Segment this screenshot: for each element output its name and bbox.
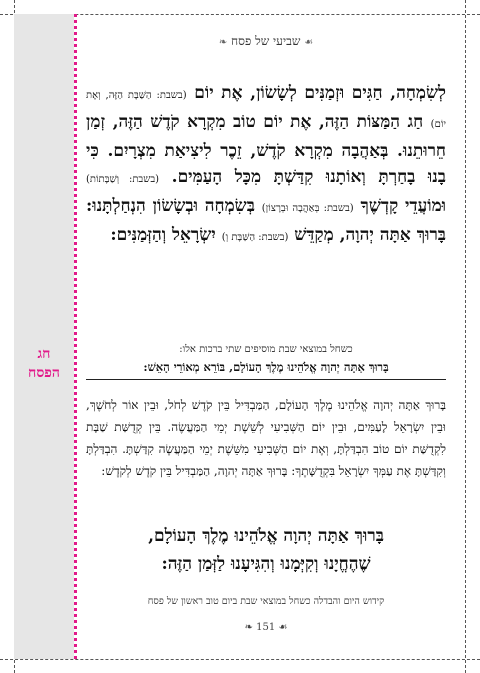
kiddush-text	[86, 80, 446, 251]
kiddush-part-5: יִשְׂרָאֵל וְהַזְּמַנִּים:	[110, 225, 216, 245]
kiddush-part-4: בְּשִׂמְחָה וּבְשָׂשׂוֹן הִנְחַלְתָּנוּ: בָּרוּךְ אַתָּה יְהוָה, מְקַדֵּשׁ	[86, 196, 446, 245]
shehecheyanu-line-2: שֶׁהֶחֱיָנוּ וְקִיְּמָנוּ וְהִגִּיעָנוּ לַזְּמַן הַזֶּה:	[161, 554, 371, 574]
prayer-page	[86, 34, 446, 644]
section-tab-label-line2: הפסח	[28, 365, 60, 381]
section-tab-label-line1: חג	[37, 346, 51, 362]
shabbat-insert-4: (בשבת: הַשַּׁבָּת וְ)	[221, 232, 289, 243]
shehecheyanu-blessing	[86, 522, 446, 578]
bottom-cut-line	[0, 659, 480, 660]
page-number-ornament-left: ❧	[244, 622, 253, 633]
page-number-value: 151	[256, 622, 276, 633]
kiddush-part-1: לְשִׂמְחָה, חַגִּים וּזְמַנִּים לְשָׂשׂוֹן, אֶת יוֹם	[194, 83, 446, 103]
header-ornament-left: ❧	[218, 37, 228, 48]
sidebar-dotted-border	[74, 14, 77, 659]
instruction-note: כשחל במוצאי שבת מוסיפים שתי ברכות אלו:	[179, 344, 353, 355]
shabbat-insert-2: (בשבת: וְשַׁבָּתוֹת)	[86, 174, 160, 185]
page-title: שביעי של פסח	[231, 34, 301, 48]
section-tab-label	[14, 345, 74, 383]
page-number-ornament-right: ☙	[278, 622, 288, 633]
havdalah-text: בָּרוּךְ אַתָּה יְהוָה אֱלֹהֵינוּ מֶלֶךְ הָעוֹלָם, הַמַּבְדִּיל בֵּין קֹדֶשׁ לְחֹל, וּבֵין אוֹר לְחֹשֶׁךְ, וּבֵין יִשְׂרָאֵל לָעַמִּים, וּבֵין יוֹם הַשְּׁבִיעִי לְשֵׁשֶׁת יְמֵי הַמַּעֲשֶׂה. בֵּין קְדֻשַּׁת שַׁבָּת לִקְדֻשַּׁת יוֹם טוֹב הִבְדַּלְתָּ, וְאֶת יוֹם הַשְּׁבִיעִי מִשֵּׁשֶׁת יְמֵי הַמַּעֲשֶׂה קִדַּשְׁתָּ. הִבְדַּלְתָּ וְקִדַּשְׁתָּ אֶת עַמְּךָ יִשְׂרָאֵל בִּקְדֻשָּׁתֶךָ: בָּרוּךְ אַתָּה יְהוָה, הַמַּבְדִּיל בֵּין קֹדֶשׁ לְקֹדֶשׁ:	[86, 398, 446, 478]
kiddush-part-3: וּמוֹעֲדֵי קָדְשֶׁךָ	[360, 196, 447, 216]
shehecheyanu-line-1: בָּרוּךְ אַתָּה יְהוָה אֱלֹהֵינוּ מֶלֶךְ הָעוֹלָם,	[148, 526, 384, 546]
header-ornament-right: ☙	[304, 37, 314, 48]
shabbat-insert-1: (בשבת: הַשַּׁבָּת הַזֶּה, וְאֶת יוֹם)	[86, 90, 446, 130]
right-cut-line	[465, 0, 466, 673]
footnote: קידוש היום והבדלה כשחל במוצאי שבת ביום טוב ראשון של פסח	[147, 596, 385, 607]
section-sidebar	[14, 14, 74, 659]
shabbat-insert-3: (בשבת: בְּאַהֲבָה וּבְרָצוֹן)	[261, 203, 354, 214]
page-number	[86, 622, 446, 633]
page-header	[86, 34, 446, 49]
kiddush-part-2: חַג הַמַּצּוֹת הַזֶּה, אֶת יוֹם טוֹב מִקְרָא קֹדֶשׁ הַזֶּה, זְמַן חֵרוּתֵנוּ. בְּאַהֲבָה מִקְרָא קֹדֶשׁ, זֵכֶר לִיצִיאַת מִצְרָיִם. כִּי בָנוּ בָחַרְתָּ וְאוֹתָנוּ קִדַּשְׁתָּ מִכָּל הָעַמִּים.	[86, 112, 446, 187]
fire-blessing: בָּרוּךְ אַתָּה יְהוָה אֱלֹהֵינוּ מֶלֶךְ הָעוֹלָם, בּוֹרֵא מְאוֹרֵי הָאֵשׁ:	[86, 360, 446, 380]
